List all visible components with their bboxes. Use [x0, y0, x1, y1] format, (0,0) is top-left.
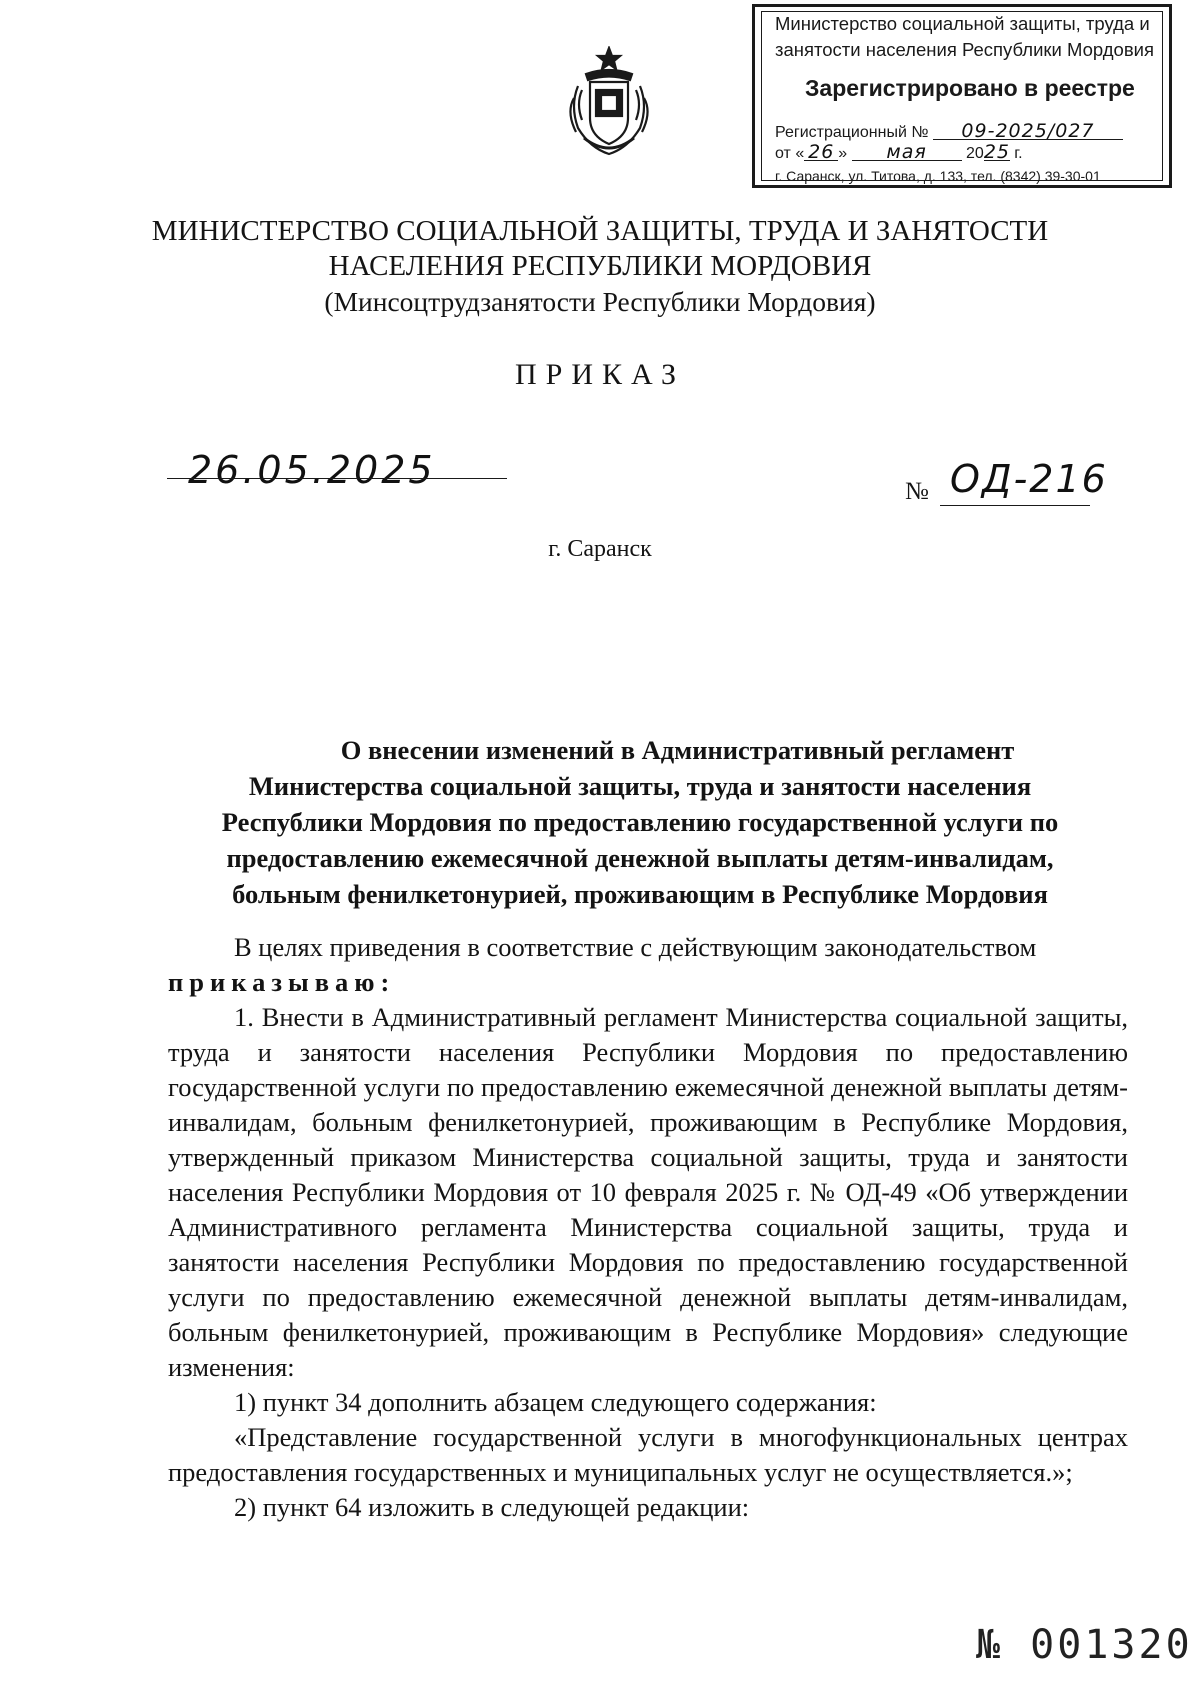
stamp-org-line1: Министерство социальной защиты, труда и	[775, 13, 1150, 34]
subject-line5: больным фенилкетонурией, проживающим в Республике Мордовия	[232, 879, 1048, 909]
order-date-underline	[167, 478, 507, 479]
ministry-name-line1: МИНИСТЕРСТВО СОЦИАЛЬНОЙ ЗАЩИТЫ, ТРУДА И ЗАНЯТОСТИ	[151, 215, 1049, 247]
quote-paragraph: «Представление государственной услуги в многофункциональных центрах предоставления государственных и муниципальных услуг не осуществляется.»;	[168, 1422, 1128, 1487]
subitem-2-paragraph: 2) пункт 64 изложить в следующей редакции:	[234, 1492, 750, 1522]
order-body	[168, 930, 1128, 1525]
order-subject	[160, 732, 1120, 912]
subject-line1: О внесении изменений в Административный регламент	[340, 735, 1015, 765]
order-date: 26.05.2025	[188, 448, 436, 492]
stamp-date-day: 26	[804, 144, 838, 161]
stamp-date-prefix: от «	[775, 145, 805, 162]
stamp-reg-number-row	[775, 120, 1123, 142]
subject-line2: Министерства социальной защиты, труда и занятости населения	[248, 771, 1032, 801]
item-1-paragraph: 1. Внести в Административный регламент Министерства социальной защиты, труда и занятости населения Республики Мордовия по предоставлению государственной услуги по предоставлению ежемесячной денежной выплаты детям-инвалидам, больным фенилкетонурией, проживающим в Республике Мордовия, утвержденный приказом Министерства социальной защиты, труда и занятости населения Республики Мордовия от 10 февраля 2025 г. № ОД-49 «Об утверждении Административного регламента Министерства социальной защиты, труда и занятости населения Республики Мордовия по предоставлению государственной услуги по предоставлению ежемесячной денежной выплаты детям-инвалидам, больным фенилкетонурией, проживающим в Республике Мордовия» следующие изменения:	[168, 1002, 1128, 1382]
stamp-date-year-prefix: 20	[966, 145, 984, 162]
order-word-paragraph	[168, 965, 1128, 1000]
ministry-short-name: (Минсоцтрудзанятости Республики Мордовия)	[324, 286, 876, 317]
order-word: приказываю:	[168, 967, 396, 997]
stamp-date-year: 25	[983, 141, 1011, 163]
city: г. Саранск	[548, 536, 652, 562]
stamp-date-year-suffix: г.	[1014, 145, 1023, 162]
stamp-date-row	[775, 141, 1023, 163]
subject-line4: предоставлению ежемесячной денежной выплаты детям-инвалидам,	[226, 843, 1054, 873]
stamp-organization	[775, 11, 1159, 63]
stamp-address: г. Саранск, ул. Титова, д. 133, тел. (8342) 39-30-01	[775, 168, 1101, 184]
stamp-reg-number: 09-2025/027	[933, 123, 1123, 140]
stamp-registered-title: Зарегистрировано в реестре	[805, 75, 1135, 101]
order-number-sign: №	[905, 478, 929, 505]
order-number: ОД-216	[950, 457, 1108, 501]
subitem-1-paragraph: 1) пункт 34 дополнить абзацем следующего содержания:	[234, 1387, 877, 1417]
ministry-name-line2: НАСЕЛЕНИЯ РЕСПУБЛИКИ МОРДОВИЯ	[328, 250, 872, 282]
registration-stamp	[752, 4, 1172, 188]
coat-of-arms-icon	[564, 46, 654, 158]
intro-paragraph: В целях приведения в соответствие с действующим законодательством	[234, 932, 1037, 962]
stamp-org-line2: занятости населения Республики Мордовия	[775, 39, 1155, 60]
stamp-date-month: мая	[852, 144, 962, 161]
stamp-reg-label: Регистрационный №	[775, 124, 929, 141]
stamp-date-mid: »	[838, 145, 848, 162]
document-type: ПРИКАЗ	[515, 358, 685, 391]
order-number-underline	[940, 505, 1090, 506]
blank-serial-number: № 001320	[976, 1622, 1193, 1668]
subject-line3: Республики Мордовия по предоставлению государственной услуги по	[221, 807, 1059, 837]
